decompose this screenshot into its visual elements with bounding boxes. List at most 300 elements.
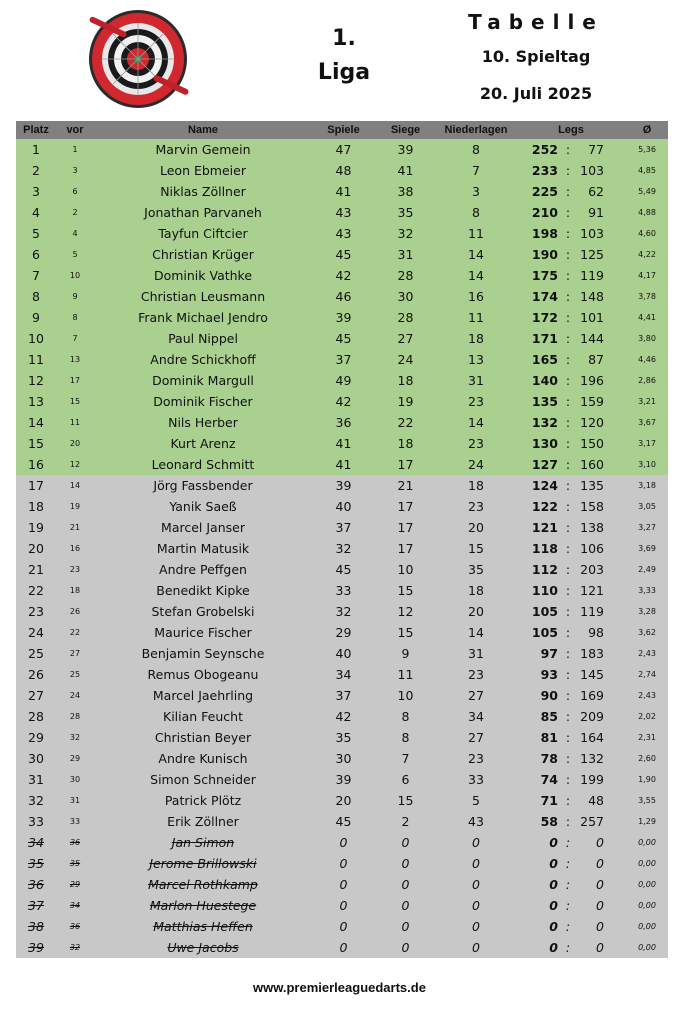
table-row xyxy=(16,685,668,706)
cell-platz: 31 xyxy=(16,769,56,790)
col-header-siege: Siege xyxy=(375,121,436,139)
cell-average: 3,21 xyxy=(626,391,668,412)
cell-legs-lost: 203 xyxy=(574,559,626,580)
cell-platz: 1 xyxy=(16,139,56,160)
cell-legs-won: 105 xyxy=(516,622,562,643)
cell-legs-separator: : xyxy=(562,832,574,853)
cell-wins: 18 xyxy=(375,370,436,391)
cell-player-name: Benjamin Seynsche xyxy=(94,643,312,664)
cell-legs-lost: 164 xyxy=(574,727,626,748)
cell-legs-lost: 91 xyxy=(574,202,626,223)
cell-games: 32 xyxy=(312,601,375,622)
cell-losses: 24 xyxy=(436,454,516,475)
cell-wins: 8 xyxy=(375,706,436,727)
cell-average: 3,69 xyxy=(626,538,668,559)
col-header-average: Ø xyxy=(626,121,668,139)
cell-legs-won: 105 xyxy=(516,601,562,622)
cell-previous-rank: 18 xyxy=(56,580,94,601)
cell-losses: 13 xyxy=(436,349,516,370)
col-header-spiele: Spiele xyxy=(312,121,375,139)
cell-wins: 15 xyxy=(375,790,436,811)
cell-platz: 30 xyxy=(16,748,56,769)
cell-platz: 21 xyxy=(16,559,56,580)
cell-legs-separator: : xyxy=(562,769,574,790)
cell-average: 0,00 xyxy=(626,937,668,958)
cell-wins: 31 xyxy=(375,244,436,265)
cell-previous-rank: 30 xyxy=(56,769,94,790)
cell-player-name: Dominik Fischer xyxy=(94,391,312,412)
cell-average: 4,85 xyxy=(626,160,668,181)
cell-legs-separator: : xyxy=(562,748,574,769)
cell-legs-won: 121 xyxy=(516,517,562,538)
cell-games: 30 xyxy=(312,748,375,769)
cell-legs-lost: 145 xyxy=(574,664,626,685)
cell-legs-lost: 158 xyxy=(574,496,626,517)
cell-legs-lost: 209 xyxy=(574,706,626,727)
cell-player-name: Andre Peffgen xyxy=(94,559,312,580)
cell-legs-separator: : xyxy=(562,244,574,265)
cell-previous-rank: 8 xyxy=(56,307,94,328)
cell-losses: 0 xyxy=(436,937,516,958)
col-header-name: Name xyxy=(94,121,312,139)
league-logo xyxy=(82,8,194,110)
cell-games: 48 xyxy=(312,160,375,181)
cell-player-name: Marcel Janser xyxy=(94,517,312,538)
matchday: 10. Spieltag xyxy=(481,47,591,66)
cell-average: 4,88 xyxy=(626,202,668,223)
cell-player-name: Stefan Grobelski xyxy=(94,601,312,622)
cell-wins: 15 xyxy=(375,622,436,643)
cell-player-name: Marcel Rothkamp xyxy=(94,874,312,895)
cell-platz: 34 xyxy=(16,832,56,853)
cell-platz: 2 xyxy=(16,160,56,181)
cell-losses: 18 xyxy=(436,475,516,496)
cell-average: 2,74 xyxy=(626,664,668,685)
cell-legs-lost: 48 xyxy=(574,790,626,811)
cell-games: 40 xyxy=(312,643,375,664)
cell-player-name: Paul Nippel xyxy=(94,328,312,349)
cell-previous-rank: 28 xyxy=(56,706,94,727)
cell-platz: 4 xyxy=(16,202,56,223)
cell-player-name: Yanik Saeß xyxy=(94,496,312,517)
cell-player-name: Jerome Brillowski xyxy=(94,853,312,874)
cell-losses: 5 xyxy=(436,790,516,811)
cell-legs-lost: 77 xyxy=(574,139,626,160)
table-row xyxy=(16,307,668,328)
cell-games: 41 xyxy=(312,433,375,454)
league-name: Liga xyxy=(317,60,371,85)
cell-legs-separator: : xyxy=(562,664,574,685)
table-row xyxy=(16,874,668,895)
cell-legs-separator: : xyxy=(562,811,574,832)
cell-average: 1,29 xyxy=(626,811,668,832)
cell-previous-rank: 35 xyxy=(56,853,94,874)
cell-wins: 6 xyxy=(375,769,436,790)
cell-previous-rank: 2 xyxy=(56,202,94,223)
table-body xyxy=(16,139,668,958)
cell-wins: 32 xyxy=(375,223,436,244)
cell-losses: 0 xyxy=(436,895,516,916)
cell-wins: 0 xyxy=(375,874,436,895)
cell-losses: 27 xyxy=(436,727,516,748)
cell-legs-won: 174 xyxy=(516,286,562,307)
cell-average: 2,02 xyxy=(626,706,668,727)
cell-average: 2,31 xyxy=(626,727,668,748)
table-row xyxy=(16,496,668,517)
cell-previous-rank: 4 xyxy=(56,223,94,244)
cell-legs-won: 233 xyxy=(516,160,562,181)
cell-legs-lost: 160 xyxy=(574,454,626,475)
table-row xyxy=(16,349,668,370)
cell-legs-lost: 0 xyxy=(574,874,626,895)
table-row xyxy=(16,895,668,916)
cell-losses: 14 xyxy=(436,622,516,643)
table-row xyxy=(16,559,668,580)
cell-average: 2,49 xyxy=(626,559,668,580)
cell-platz: 19 xyxy=(16,517,56,538)
cell-previous-rank: 9 xyxy=(56,286,94,307)
cell-games: 42 xyxy=(312,265,375,286)
cell-wins: 8 xyxy=(375,727,436,748)
table-title: Tabelle xyxy=(468,10,604,34)
cell-losses: 11 xyxy=(436,223,516,244)
table-row xyxy=(16,790,668,811)
cell-legs-lost: 132 xyxy=(574,748,626,769)
cell-games: 49 xyxy=(312,370,375,391)
cell-legs-separator: : xyxy=(562,895,574,916)
table-row xyxy=(16,454,668,475)
cell-legs-lost: 121 xyxy=(574,580,626,601)
col-header-niederlagen: Niederlagen xyxy=(436,121,516,139)
cell-average: 3,78 xyxy=(626,286,668,307)
cell-platz: 38 xyxy=(16,916,56,937)
cell-legs-won: 81 xyxy=(516,727,562,748)
cell-wins: 0 xyxy=(375,937,436,958)
cell-player-name: Christian Leusmann xyxy=(94,286,312,307)
cell-previous-rank: 1 xyxy=(56,139,94,160)
cell-legs-won: 0 xyxy=(516,832,562,853)
cell-games: 42 xyxy=(312,391,375,412)
cell-player-name: Simon Schneider xyxy=(94,769,312,790)
cell-legs-won: 190 xyxy=(516,244,562,265)
cell-previous-rank: 13 xyxy=(56,349,94,370)
cell-legs-separator: : xyxy=(562,391,574,412)
cell-legs-separator: : xyxy=(562,727,574,748)
cell-legs-won: 74 xyxy=(516,769,562,790)
cell-player-name: Remus Obogeanu xyxy=(94,664,312,685)
cell-player-name: Christian Beyer xyxy=(94,727,312,748)
cell-wins: 17 xyxy=(375,538,436,559)
cell-legs-won: 110 xyxy=(516,580,562,601)
cell-legs-lost: 196 xyxy=(574,370,626,391)
cell-losses: 8 xyxy=(436,139,516,160)
cell-games: 45 xyxy=(312,328,375,349)
cell-legs-lost: 257 xyxy=(574,811,626,832)
cell-wins: 17 xyxy=(375,454,436,475)
cell-wins: 35 xyxy=(375,202,436,223)
cell-legs-separator: : xyxy=(562,349,574,370)
table-row xyxy=(16,265,668,286)
cell-games: 33 xyxy=(312,580,375,601)
table-header-row xyxy=(16,121,668,139)
cell-games: 0 xyxy=(312,916,375,937)
cell-games: 39 xyxy=(312,307,375,328)
cell-platz: 29 xyxy=(16,727,56,748)
cell-games: 46 xyxy=(312,286,375,307)
cell-player-name: Erik Zöllner xyxy=(94,811,312,832)
table-row xyxy=(16,475,668,496)
cell-platz: 37 xyxy=(16,895,56,916)
cell-previous-rank: 21 xyxy=(56,517,94,538)
table-row xyxy=(16,769,668,790)
cell-games: 29 xyxy=(312,622,375,643)
table-row xyxy=(16,727,668,748)
cell-platz: 28 xyxy=(16,706,56,727)
cell-games: 34 xyxy=(312,664,375,685)
cell-platz: 13 xyxy=(16,391,56,412)
cell-platz: 14 xyxy=(16,412,56,433)
cell-average: 3,18 xyxy=(626,475,668,496)
cell-wins: 11 xyxy=(375,664,436,685)
cell-losses: 0 xyxy=(436,853,516,874)
cell-legs-separator: : xyxy=(562,559,574,580)
cell-legs-won: 210 xyxy=(516,202,562,223)
cell-legs-won: 112 xyxy=(516,559,562,580)
table-row xyxy=(16,832,668,853)
cell-losses: 23 xyxy=(436,664,516,685)
cell-previous-rank: 12 xyxy=(56,454,94,475)
cell-legs-separator: : xyxy=(562,622,574,643)
cell-wins: 9 xyxy=(375,643,436,664)
cell-legs-separator: : xyxy=(562,181,574,202)
cell-legs-lost: 199 xyxy=(574,769,626,790)
table-row xyxy=(16,286,668,307)
cell-previous-rank: 23 xyxy=(56,559,94,580)
cell-average: 0,00 xyxy=(626,832,668,853)
table-row xyxy=(16,916,668,937)
cell-losses: 23 xyxy=(436,391,516,412)
cell-player-name: Uwe Jacobs xyxy=(94,937,312,958)
cell-legs-lost: 169 xyxy=(574,685,626,706)
cell-legs-separator: : xyxy=(562,937,574,958)
cell-previous-rank: 6 xyxy=(56,181,94,202)
cell-platz: 32 xyxy=(16,790,56,811)
table-row xyxy=(16,139,668,160)
cell-games: 37 xyxy=(312,685,375,706)
cell-losses: 11 xyxy=(436,307,516,328)
cell-legs-won: 97 xyxy=(516,643,562,664)
cell-legs-separator: : xyxy=(562,223,574,244)
cell-platz: 17 xyxy=(16,475,56,496)
cell-wins: 10 xyxy=(375,559,436,580)
cell-wins: 2 xyxy=(375,811,436,832)
cell-legs-won: 198 xyxy=(516,223,562,244)
cell-player-name: Jonathan Parvaneh xyxy=(94,202,312,223)
cell-previous-rank: 29 xyxy=(56,874,94,895)
cell-games: 0 xyxy=(312,874,375,895)
cell-average: 5,36 xyxy=(626,139,668,160)
cell-wins: 0 xyxy=(375,832,436,853)
cell-average: 4,17 xyxy=(626,265,668,286)
cell-platz: 15 xyxy=(16,433,56,454)
table-row xyxy=(16,370,668,391)
cell-platz: 33 xyxy=(16,811,56,832)
cell-previous-rank: 3 xyxy=(56,160,94,181)
cell-legs-lost: 159 xyxy=(574,391,626,412)
table-row xyxy=(16,937,668,958)
cell-legs-won: 0 xyxy=(516,895,562,916)
cell-legs-separator: : xyxy=(562,916,574,937)
cell-legs-won: 0 xyxy=(516,937,562,958)
cell-average: 2,86 xyxy=(626,370,668,391)
col-header-vor: vor xyxy=(56,121,94,139)
cell-games: 45 xyxy=(312,244,375,265)
cell-legs-lost: 144 xyxy=(574,328,626,349)
table-row xyxy=(16,853,668,874)
col-header-platz: Platz xyxy=(16,121,56,139)
cell-wins: 15 xyxy=(375,580,436,601)
cell-legs-won: 127 xyxy=(516,454,562,475)
cell-legs-won: 118 xyxy=(516,538,562,559)
cell-legs-won: 172 xyxy=(516,307,562,328)
cell-previous-rank: 33 xyxy=(56,811,94,832)
cell-games: 0 xyxy=(312,832,375,853)
cell-legs-won: 0 xyxy=(516,874,562,895)
table-row xyxy=(16,643,668,664)
cell-player-name: Nils Herber xyxy=(94,412,312,433)
cell-games: 43 xyxy=(312,223,375,244)
table-row xyxy=(16,664,668,685)
cell-legs-separator: : xyxy=(562,265,574,286)
table-row xyxy=(16,181,668,202)
cell-legs-separator: : xyxy=(562,601,574,622)
table-row xyxy=(16,391,668,412)
cell-games: 36 xyxy=(312,412,375,433)
cell-games: 0 xyxy=(312,853,375,874)
cell-platz: 22 xyxy=(16,580,56,601)
cell-games: 40 xyxy=(312,496,375,517)
cell-player-name: Andre Schickhoff xyxy=(94,349,312,370)
cell-average: 0,00 xyxy=(626,895,668,916)
cell-losses: 33 xyxy=(436,769,516,790)
table-row xyxy=(16,244,668,265)
cell-games: 45 xyxy=(312,811,375,832)
cell-previous-rank: 17 xyxy=(56,370,94,391)
col-header-legs: Legs xyxy=(516,121,626,139)
standings-table xyxy=(16,121,668,958)
cell-player-name: Dominik Vathke xyxy=(94,265,312,286)
cell-previous-rank: 20 xyxy=(56,433,94,454)
cell-wins: 7 xyxy=(375,748,436,769)
cell-average: 0,00 xyxy=(626,916,668,937)
cell-losses: 14 xyxy=(436,412,516,433)
cell-legs-separator: : xyxy=(562,580,574,601)
cell-games: 0 xyxy=(312,937,375,958)
cell-previous-rank: 26 xyxy=(56,601,94,622)
cell-average: 3,10 xyxy=(626,454,668,475)
cell-average: 3,05 xyxy=(626,496,668,517)
cell-losses: 16 xyxy=(436,286,516,307)
cell-losses: 14 xyxy=(436,244,516,265)
cell-wins: 30 xyxy=(375,286,436,307)
cell-wins: 28 xyxy=(375,265,436,286)
cell-games: 37 xyxy=(312,349,375,370)
table-row xyxy=(16,706,668,727)
cell-legs-lost: 135 xyxy=(574,475,626,496)
cell-legs-lost: 0 xyxy=(574,916,626,937)
cell-player-name: Marcel Jaehrling xyxy=(94,685,312,706)
cell-legs-separator: : xyxy=(562,685,574,706)
cell-platz: 16 xyxy=(16,454,56,475)
cell-wins: 39 xyxy=(375,139,436,160)
cell-legs-won: 58 xyxy=(516,811,562,832)
cell-legs-lost: 62 xyxy=(574,181,626,202)
cell-legs-lost: 106 xyxy=(574,538,626,559)
cell-losses: 23 xyxy=(436,496,516,517)
cell-previous-rank: 36 xyxy=(56,832,94,853)
league-number: 1. xyxy=(332,26,356,51)
cell-previous-rank: 16 xyxy=(56,538,94,559)
cell-games: 41 xyxy=(312,454,375,475)
cell-legs-won: 122 xyxy=(516,496,562,517)
cell-losses: 0 xyxy=(436,916,516,937)
cell-player-name: Martin Matusik xyxy=(94,538,312,559)
cell-legs-won: 132 xyxy=(516,412,562,433)
cell-player-name: Christian Krüger xyxy=(94,244,312,265)
cell-losses: 31 xyxy=(436,370,516,391)
cell-losses: 15 xyxy=(436,538,516,559)
cell-previous-rank: 31 xyxy=(56,790,94,811)
cell-legs-separator: : xyxy=(562,370,574,391)
table-date: 20. Juli 2025 xyxy=(479,84,593,103)
cell-previous-rank: 24 xyxy=(56,685,94,706)
cell-previous-rank: 10 xyxy=(56,265,94,286)
cell-previous-rank: 29 xyxy=(56,748,94,769)
cell-legs-separator: : xyxy=(562,433,574,454)
cell-previous-rank: 14 xyxy=(56,475,94,496)
cell-previous-rank: 34 xyxy=(56,895,94,916)
cell-previous-rank: 25 xyxy=(56,664,94,685)
cell-legs-separator: : xyxy=(562,475,574,496)
cell-wins: 10 xyxy=(375,685,436,706)
cell-legs-lost: 125 xyxy=(574,244,626,265)
cell-legs-separator: : xyxy=(562,517,574,538)
cell-player-name: Benedikt Kipke xyxy=(94,580,312,601)
cell-player-name: Matthias Heffen xyxy=(94,916,312,937)
cell-player-name: Tayfun Ciftcier xyxy=(94,223,312,244)
cell-legs-won: 0 xyxy=(516,853,562,874)
cell-legs-won: 140 xyxy=(516,370,562,391)
cell-player-name: Jörg Fassbender xyxy=(94,475,312,496)
cell-legs-lost: 150 xyxy=(574,433,626,454)
cell-platz: 27 xyxy=(16,685,56,706)
cell-legs-separator: : xyxy=(562,412,574,433)
cell-games: 37 xyxy=(312,517,375,538)
cell-platz: 11 xyxy=(16,349,56,370)
cell-previous-rank: 19 xyxy=(56,496,94,517)
cell-wins: 12 xyxy=(375,601,436,622)
cell-legs-separator: : xyxy=(562,202,574,223)
cell-player-name: Andre Kunisch xyxy=(94,748,312,769)
cell-legs-lost: 87 xyxy=(574,349,626,370)
cell-average: 4,60 xyxy=(626,223,668,244)
cell-losses: 20 xyxy=(436,517,516,538)
cell-games: 32 xyxy=(312,538,375,559)
table-row xyxy=(16,223,668,244)
cell-legs-won: 90 xyxy=(516,685,562,706)
table-row xyxy=(16,328,668,349)
cell-player-name: Maurice Fischer xyxy=(94,622,312,643)
